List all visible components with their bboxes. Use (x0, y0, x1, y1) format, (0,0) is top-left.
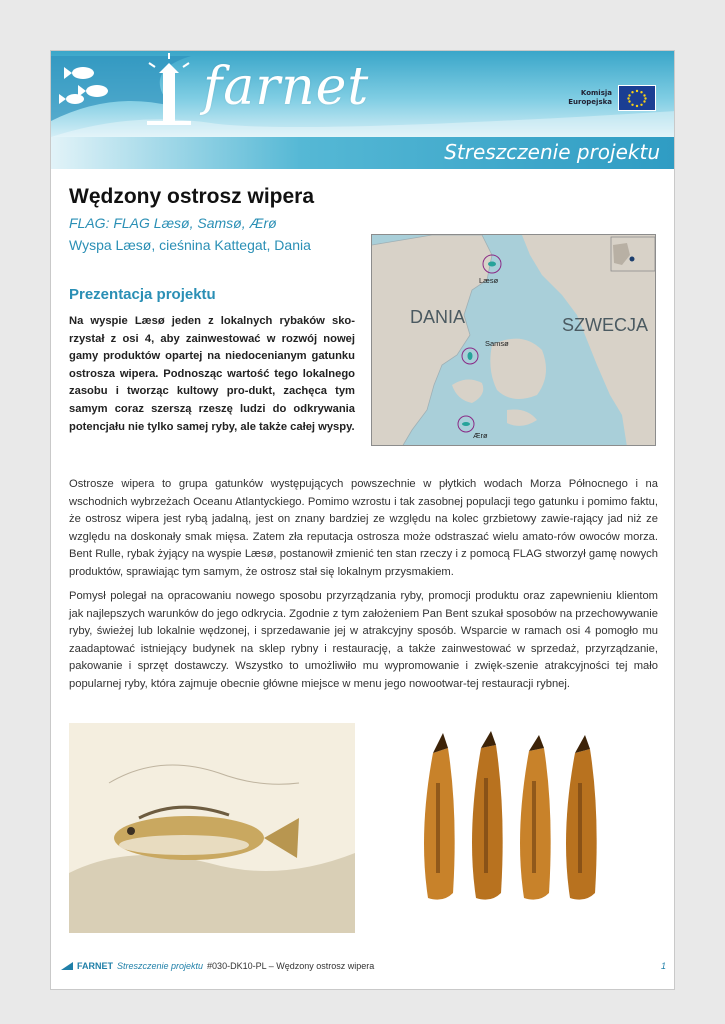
farnet-mark-icon (61, 962, 73, 970)
map-label-sweden: SZWECJA (562, 315, 649, 335)
section-title: Prezentacja projektu (69, 286, 216, 303)
body-paragraph-2: Pomysł polegał na opracowaniu nowego sposobu przyrządzania ryby, promocji produktu oraz zapewnieniu klientom jak najlepszych warunków do jego odkrycia. Zgodnie z tym założeniem Pan Bent szukał sposobów na przechowywanie ryby, świeżej lub lokalnie wędzonej, i sprzedawanie jej w atrakcyjny sposób. Wsparcie w ramach osi 4 pomogło mu zaadaptować istniejący budynek na sklep rybny i restaurację, a także zainwestować w sprzedaż, przyrządzanie, pakowanie i sprzęt dostawczy. Wszystko to umożliwiło mu wypromowanie i zwięk-szenie atrakcyjności tej mało popularnej ryby, która zajmuje obecnie główne miejsce w menu jego nowootwar-tej restauracji rybnej. (69, 590, 658, 690)
location-map (371, 234, 656, 446)
footer-brand: FARNET (77, 961, 113, 971)
footer-series: Streszczenie projektu (117, 961, 204, 971)
eu-flag-icon (618, 85, 656, 111)
header-banner (51, 51, 675, 137)
map-label-aero: Ærø (473, 431, 488, 440)
smoked-fish-photo (403, 723, 633, 933)
document-page (50, 50, 675, 990)
map-label-samso: Samsø (485, 339, 509, 348)
location-line: Wyspa Læsø, cieśnina Kattegat, Dania (69, 237, 311, 253)
subheading: Streszczenie projektu (444, 140, 660, 164)
footer-ref: #030-DK10-PL – Wędzony ostrosz wipera (207, 961, 375, 971)
brand-wordmark: farnet (203, 57, 370, 117)
map-graphic (372, 235, 656, 446)
footer (51, 961, 675, 979)
eu-label: Komisja Europejska (568, 89, 612, 106)
map-label-denmark: DANIA (410, 307, 466, 327)
page-number: 1 (660, 961, 666, 971)
eu-commission-logo (568, 85, 656, 111)
flag-line: FLAG: FLAG Læsø, Samsø, Ærø (69, 215, 277, 231)
page-title: Wędzony ostrosz wipera (69, 185, 315, 208)
intro-paragraph: Na wyspie Læsø jeden z lokalnych rybaków sko-rzystał z osi 4, aby zainwestować w rozwój nowej gamy produktów opartej na niedocenianym gatunku ostrosza wipera. Podnosząc wartość tego lokalnego zasobu i tworząc kultowy pro-dukt, zachęca tym samym coraz szerszą rzeszę ludzi do odkrywania potencjału nie tylko samej ryby, ale także całej wyspy. (69, 315, 355, 433)
subheading-bar (51, 137, 675, 169)
map-label-laeso: Læsø (479, 276, 499, 285)
weever-fish-illustration (69, 723, 355, 933)
body-paragraph-1: Ostrosze wipera to grupa gatunków występujących powszechnie w płytkich wodach Morza Północnego i na wschodnich wybrzeżach Oceanu Atlantyckiego. Pomimo wzrostu i tak zasobnej populacji tego gatunku i pomimo faktu, że ostrosz wipera jest rybą jadalną, jest on znany bardziej ze względu na kolec grzbietowy zawie-rający jad niż ze względu na doskonały smak mięsa. Zatem zła reputacja ostrosza może odstraszać wielu amato-rów owoców morza. Bent Rulle, rybak żyjący na wyspie Læsø, postanowił zmienić ten stan rzeczy i z pomocą FLAG stworzył gamę nowych produktów, sprawiając tym samym, że ostrosz stał się lokalnym przysmakiem. (69, 478, 658, 578)
